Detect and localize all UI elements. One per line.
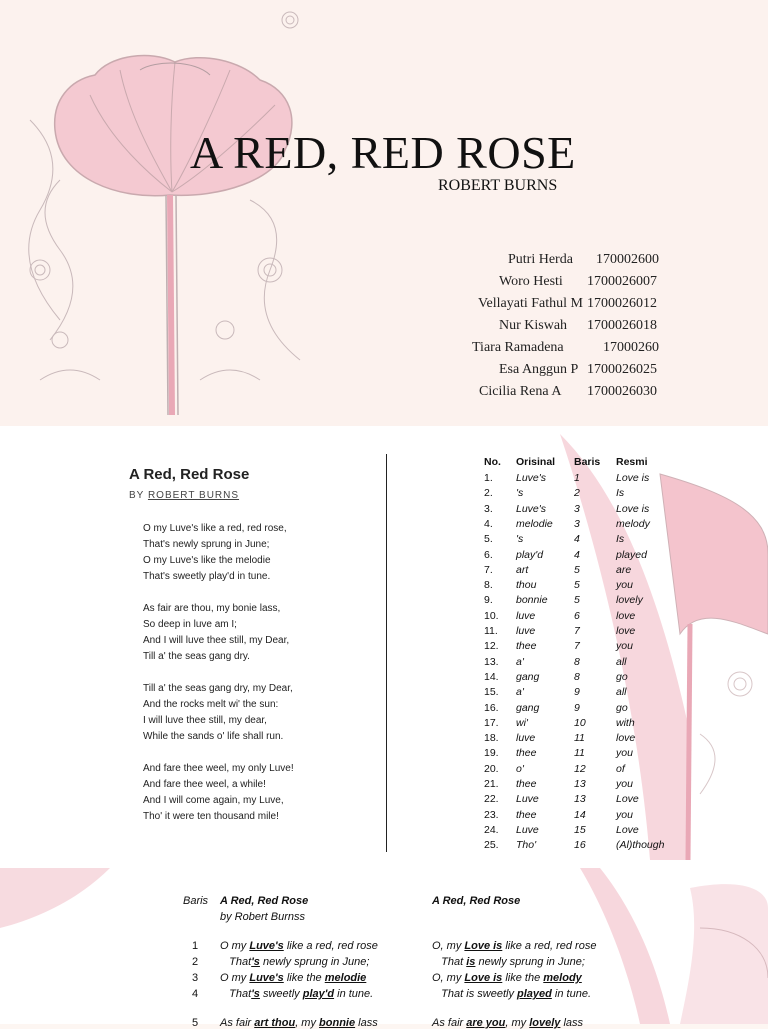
table-header: Baris	[574, 456, 601, 468]
table-cell: thee	[516, 778, 537, 790]
table-cell: a'	[516, 686, 524, 699]
table-cell: are	[616, 563, 632, 576]
modern-line	[432, 1017, 583, 1029]
text-segment: O my	[220, 940, 250, 952]
member-nim: 170002600	[596, 252, 659, 267]
member-nim: 17000260	[603, 340, 659, 355]
table-cell: you	[616, 579, 633, 592]
text-segment: art thou	[254, 1017, 296, 1029]
table-cell: 1	[574, 472, 580, 484]
member-nim: 1700026007	[587, 274, 657, 289]
table-cell: 11	[574, 747, 585, 760]
table-cell: you	[616, 778, 633, 790]
poem-line: Till a' the seas gang dry.	[143, 651, 250, 662]
table-cell: luve	[516, 732, 536, 745]
table-cell: thou	[516, 579, 537, 592]
byline-author-link[interactable]: ROBERT BURNS	[147, 490, 240, 501]
table-cell: wi'	[516, 716, 528, 729]
table-cell: love	[616, 625, 636, 637]
table-cell: 16	[574, 839, 586, 852]
table-cell: 12.	[484, 640, 499, 653]
table-cell: 7	[574, 625, 580, 637]
table-cell: lovely	[616, 594, 643, 607]
table-cell: 21.	[484, 778, 499, 790]
table-cell: gang	[516, 670, 540, 683]
table-cell: 15	[574, 823, 586, 836]
text-segment: newly sprung in June;	[475, 956, 585, 968]
table-cell: 3.	[484, 502, 493, 515]
text-segment: are you	[466, 1017, 506, 1029]
member-name: Cicilia Rena A	[479, 384, 562, 399]
text-segment: , my	[505, 1017, 530, 1029]
table-cell: 5	[574, 563, 580, 576]
poem-stanza	[143, 601, 289, 665]
table-cell: thee	[516, 747, 537, 760]
table-cell: (Al)though	[616, 839, 665, 852]
table-cell: 6	[574, 609, 580, 622]
text-segment: newly sprung in June;	[259, 956, 370, 968]
poem-stanza	[143, 761, 294, 825]
table-cell: thee	[516, 808, 537, 821]
table-header: Resmi	[616, 456, 648, 468]
table-cell: Luve's	[516, 472, 547, 484]
poem-byline	[129, 490, 239, 501]
poem-line: And I will come again, my Luve,	[143, 795, 284, 806]
poem-line: As fair are thou, my bonie lass,	[143, 603, 281, 614]
text-segment: , my	[295, 1017, 320, 1029]
original-line	[220, 988, 373, 1000]
byline-prefix: BY	[129, 490, 145, 501]
original-subtitle: by Robert Burnss	[220, 911, 305, 923]
text-segment: in tune.	[551, 988, 591, 1000]
text-segment: Love is	[464, 940, 503, 952]
table-cell: 17.	[484, 716, 499, 729]
table-cell: 4	[574, 533, 580, 546]
table-cell: 13	[574, 793, 586, 806]
table-cell: played	[616, 548, 647, 561]
table-cell: 8.	[484, 579, 493, 592]
text-segment: O, my	[432, 972, 465, 984]
text-segment: O my	[220, 972, 250, 984]
modern-line	[432, 940, 596, 952]
text-segment: in tune.	[334, 988, 374, 1000]
text-segment: Luve's	[249, 972, 284, 984]
member-name: Woro Hesti	[499, 274, 563, 289]
poem-line: I will luve thee still, my dear,	[143, 715, 267, 726]
line-number: 2	[192, 956, 199, 968]
table-cell: 2	[574, 487, 580, 500]
table-cell: 25.	[484, 839, 499, 852]
table-cell: luve	[516, 609, 536, 622]
table-cell: Tho'	[516, 839, 537, 852]
table-cell: 8	[574, 655, 580, 668]
original-line	[220, 1017, 378, 1029]
text-segment: 's	[251, 956, 260, 968]
table-cell: you	[616, 808, 633, 821]
member-nim: 1700026018	[587, 318, 657, 333]
table-cell: Luve	[516, 793, 539, 806]
table-cell: o'	[516, 762, 524, 775]
table-cell: Love	[616, 793, 639, 806]
member-nim: 1700026025	[587, 362, 657, 377]
text-segment: lovely	[529, 1017, 561, 1029]
poem-title: A Red, Red Rose	[129, 466, 250, 483]
text-segment: melodie	[324, 972, 367, 984]
table-cell: 22.	[484, 793, 499, 806]
original-title: A Red, Red Rose	[220, 895, 309, 907]
poem-line: So deep in luve am I;	[143, 619, 237, 630]
table-cell: 23.	[484, 808, 499, 821]
poem-line: That's newly sprung in June;	[143, 539, 270, 550]
text-segment: is	[466, 956, 476, 968]
poem-line: While the sands o' life shall run.	[143, 731, 284, 742]
presentation-author: ROBERT BURNS	[438, 177, 558, 194]
text-segment: That	[432, 988, 467, 1000]
table-cell: love	[616, 732, 636, 745]
line-number: 5	[192, 1017, 199, 1029]
table-cell: you	[616, 747, 633, 760]
table-cell: all	[616, 686, 627, 699]
text-segment: melody	[543, 972, 582, 984]
table-cell: 7	[574, 640, 580, 653]
original-line	[220, 956, 369, 968]
table-cell: 6.	[484, 548, 493, 561]
table-cell: Love is	[616, 472, 650, 484]
text-segment: like a red, red rose	[502, 940, 597, 952]
table-cell: 12	[574, 762, 586, 775]
text-segment: play'd	[302, 988, 335, 1000]
poem-line: Tho' it were ten thousand mile!	[143, 811, 279, 822]
slide-separator	[0, 860, 768, 868]
table-cell: 14.	[484, 670, 499, 683]
table-cell: 3	[574, 517, 580, 530]
poem-stanza	[143, 521, 287, 585]
poem-stanza	[143, 681, 293, 745]
table-cell: 3	[574, 502, 580, 515]
modern-title: A Red, Red Rose	[432, 895, 521, 907]
text-segment: lass	[355, 1017, 378, 1029]
member-name: Tiara Ramadena	[472, 340, 564, 355]
text-segment: sweetly	[259, 988, 303, 1000]
table-cell: 13	[574, 778, 586, 790]
text-segment: That	[432, 956, 467, 968]
table-cell: 8	[574, 670, 580, 683]
poem-line: And the rocks melt wi' the sun:	[143, 699, 279, 710]
text-segment: Love is	[464, 972, 503, 984]
table-cell: play'd	[516, 548, 544, 561]
column-divider	[386, 454, 387, 852]
table-cell: go	[616, 701, 628, 714]
table-cell: Is	[616, 533, 625, 546]
text-segment: like the	[283, 972, 325, 984]
original-line	[220, 972, 366, 984]
table-cell: go	[616, 670, 628, 683]
table-cell: a'	[516, 655, 524, 668]
table-cell: 5.	[484, 533, 493, 546]
table-cell: Love is	[616, 502, 650, 515]
slide-separator	[0, 426, 768, 434]
table-cell: with	[616, 716, 635, 729]
table-cell: of	[616, 762, 625, 775]
presentation-title: A RED, RED ROSE	[190, 127, 576, 178]
table-cell: 9.	[484, 594, 493, 607]
table-cell: gang	[516, 701, 540, 714]
text-segment: O, my	[432, 940, 465, 952]
poem-line: Till a' the seas gang dry, my Dear,	[143, 683, 293, 694]
poem-slide	[0, 434, 768, 860]
table-cell: 18.	[484, 732, 499, 745]
table-cell: Love	[616, 823, 639, 836]
member-nim: 1700026030	[587, 384, 657, 399]
table-cell: art	[516, 563, 529, 576]
table-cell: luve	[516, 625, 536, 637]
table-cell: 's	[516, 533, 524, 546]
text-segment: like a red, red rose	[283, 940, 378, 952]
table-cell: bonnie	[516, 594, 548, 607]
rose-decoration	[0, 434, 768, 860]
table-cell: 10.	[484, 609, 499, 622]
modern-line	[432, 972, 582, 984]
comparison-slide	[0, 868, 768, 1024]
text-segment: That	[220, 956, 252, 968]
table-cell: 11	[574, 732, 585, 745]
table-cell: you	[616, 640, 633, 653]
table-cell: melodie	[516, 517, 553, 530]
member-name: Esa Anggun P	[499, 362, 579, 377]
text-segment: like the	[502, 972, 544, 984]
line-number: 1	[192, 940, 199, 952]
poem-line: And fare thee weel, a while!	[143, 779, 266, 790]
table-cell: 9	[574, 686, 580, 699]
table-cell: Is	[616, 487, 625, 500]
line-number: 3	[192, 972, 199, 984]
rose-decoration	[0, 868, 768, 1024]
original-line	[220, 940, 378, 952]
text-segment: lass	[560, 1017, 584, 1029]
poem-line: That's sweetly play'd in tune.	[143, 571, 271, 582]
table-cell: 11.	[484, 625, 498, 637]
table-cell: 9	[574, 701, 580, 714]
table-cell: 7.	[484, 563, 493, 576]
table-cell: 5	[574, 594, 580, 607]
text-segment: 's	[251, 988, 260, 1000]
title-slide	[0, 0, 768, 426]
table-cell: 14	[574, 808, 586, 821]
table-cell: melody	[616, 517, 650, 530]
text-segment: played	[517, 988, 552, 1000]
table-cell: 24.	[484, 823, 499, 836]
table-cell: 4	[574, 548, 580, 561]
table-cell: 5	[574, 579, 580, 592]
text-segment: sweetly	[474, 988, 517, 1000]
table-cell: Luve's	[516, 502, 547, 515]
text-segment: As fair	[432, 1017, 467, 1029]
table-cell: Luve	[516, 823, 539, 836]
text-segment: bonnie	[319, 1017, 356, 1029]
table-cell: 16.	[484, 701, 499, 714]
member-name: Nur Kiswah	[499, 318, 568, 333]
table-cell: 2.	[484, 487, 493, 500]
modern-line	[432, 956, 585, 968]
baris-header: Baris	[183, 895, 209, 907]
table-cell: 15.	[484, 686, 499, 699]
poem-line: O my Luve's like a red, red rose,	[143, 523, 287, 534]
table-cell: 4.	[484, 517, 493, 530]
table-cell: 10	[574, 716, 586, 729]
table-header: No.	[484, 456, 501, 468]
text-segment: Luve's	[249, 940, 284, 952]
table-cell: 20.	[484, 762, 499, 775]
text-segment: As fair	[220, 1017, 255, 1029]
table-cell: 1.	[484, 472, 493, 484]
member-name: Vellayati Fathul M	[478, 296, 583, 311]
poem-line: And I will luve thee still, my Dear,	[143, 635, 290, 646]
table-cell: 19.	[484, 747, 499, 760]
text-segment: That	[220, 988, 252, 1000]
line-number: 4	[192, 988, 199, 1000]
table-cell: all	[616, 655, 627, 668]
member-name: Putri Herda	[508, 252, 573, 267]
member-nim: 1700026012	[587, 296, 657, 311]
poem-line: O my Luve's like the melodie	[143, 555, 271, 566]
table-header: Orisinal	[516, 456, 556, 468]
modern-line	[432, 988, 591, 1000]
table-cell: love	[616, 609, 636, 622]
table-cell: 13.	[484, 655, 499, 668]
table-cell: 's	[516, 487, 524, 500]
table-cell: thee	[516, 640, 537, 653]
text-segment: is	[466, 988, 475, 1000]
poem-line: And fare thee weel, my only Luve!	[143, 763, 294, 774]
